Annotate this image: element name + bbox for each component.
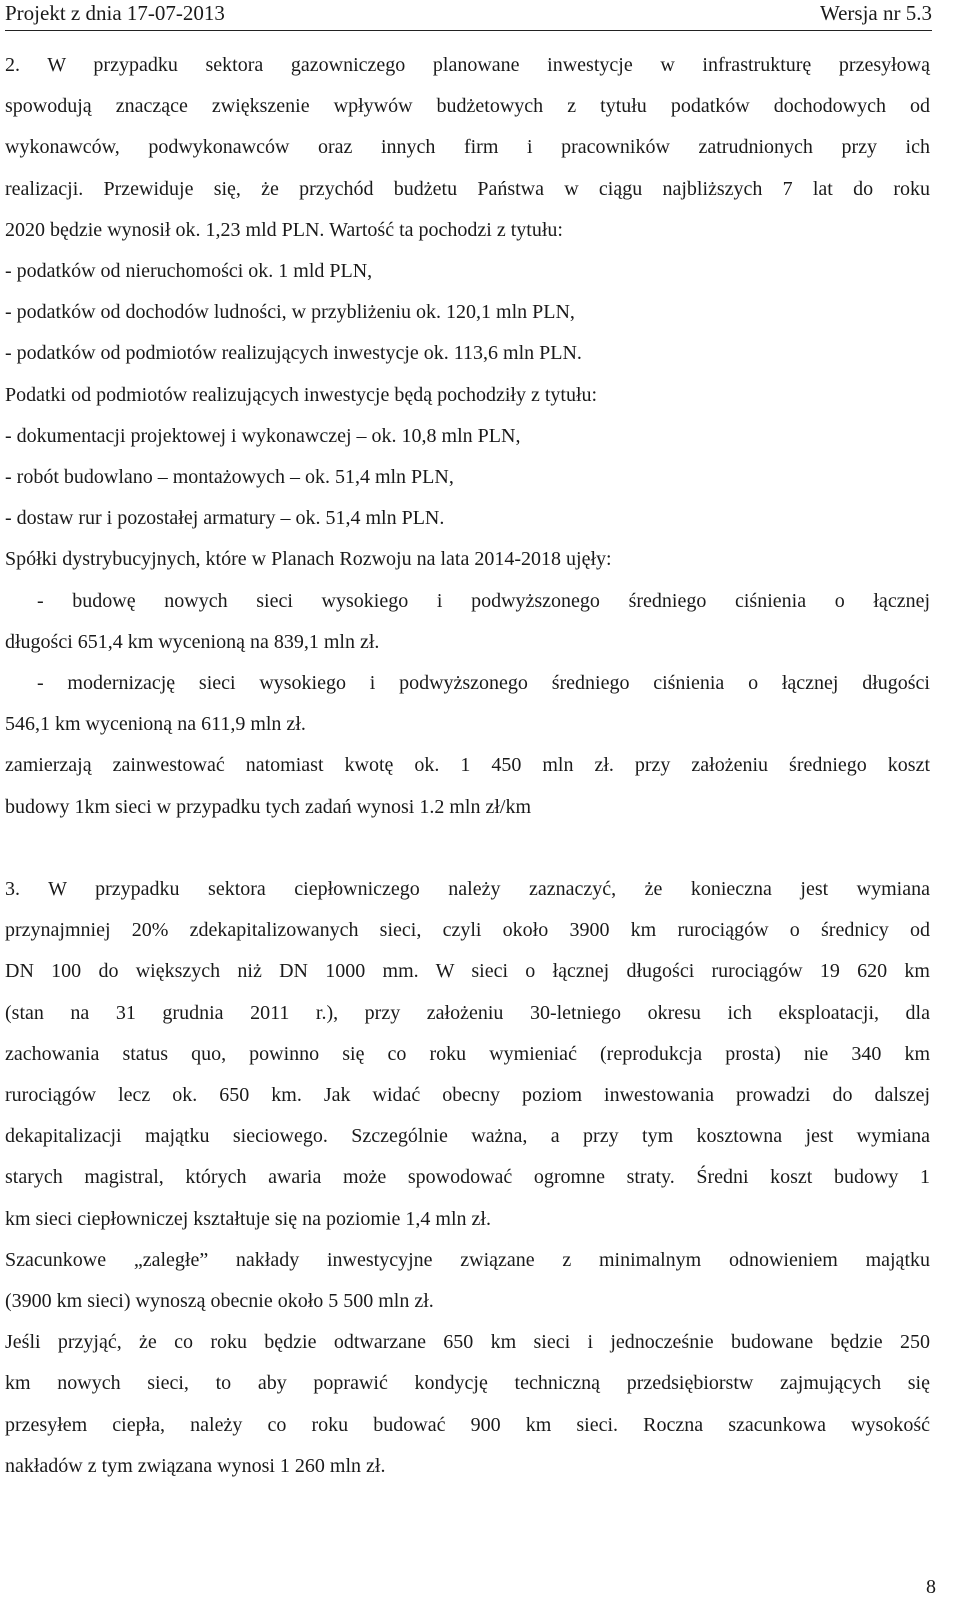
text-line: 546,1 km wycenioną na 611,9 mln zł. <box>5 713 306 736</box>
text-line: starych magistral, których awaria może spowodować ogromne straty. Średni koszt budowy 1 <box>5 1166 930 1189</box>
text-line: realizacji. Przewiduje się, że przychód budżetu Państwa w ciągu najbliższych 7 lat do roku <box>5 177 930 200</box>
text-line: km sieci ciepłowniczej kształtuje się na poziomie 1,4 mln zł. <box>5 1207 491 1230</box>
header-version: Wersja nr 5.3 <box>819 1 932 25</box>
text-line: zachowania status quo, powinno się co roku wymieniać (reprodukcja prosta) nie 340 km <box>5 1042 930 1065</box>
list-item: - robót budowlano – montażowych – ok. 51,4 mln PLN, <box>5 466 454 489</box>
text-line: Szacunkowe „zaległe” nakłady inwestycyjne związane z minimalnym odnowieniem majątku <box>5 1248 930 1271</box>
text-line: długości 651,4 km wycenioną na 839,1 mln zł. <box>5 630 380 653</box>
text-line: km nowych sieci, to aby poprawić kondycję techniczną przedsiębiorstw zajmujących się <box>5 1372 930 1395</box>
document-body <box>5 45 930 1487</box>
text-line: nakładów z tym związana wynosi 1 260 mln zł. <box>5 1454 386 1477</box>
page-header <box>5 0 932 31</box>
text-line: Podatki od podmiotów realizujących inwestycje będą pochodziły z tytułu: <box>5 383 598 406</box>
text-line: (stan na 31 grudnia 2011 r.), przy założeniu 30-letniego okresu ich eksploatacji, dla <box>5 1001 930 1024</box>
text-line: przesyłem ciepła, należy co roku budować 900 km sieci. Roczna szacunkowa wysokość <box>5 1413 930 1436</box>
text-line: 2020 będzie wynosił ok. 1,23 mld PLN. Wartość ta pochodzi z tytułu: <box>5 218 563 241</box>
text-line: zamierzają zainwestować natomiast kwotę ok. 1 450 mln zł. przy założeniu średniego koszt <box>5 754 930 777</box>
list-item: - modernizację sieci wysokiego i podwyższonego średniego ciśnienia o łącznej długości <box>37 672 930 695</box>
list-item: - podatków od dochodów ludności, w przybliżeniu ok. 120,1 mln PLN, <box>5 301 575 324</box>
text-line: budowy 1km sieci w przypadku tych zadań wynosi 1.2 mln zł/km <box>5 795 532 818</box>
list-item: - dokumentacji projektowej i wykonawczej – ok. 10,8 mln PLN, <box>5 424 521 447</box>
list-item: - dostaw rur i pozostałej armatury – ok. 51,4 mln PLN. <box>5 507 445 530</box>
text-line: Jeśli przyjąć, że co roku będzie odtwarzane 650 km sieci i jednocześnie budowane będzie 250 <box>5 1331 930 1354</box>
text-line: Spółki dystrybucyjnych, które w Planach Rozwoju na lata 2014-2018 ujęły: <box>5 548 612 571</box>
header-project-date: Projekt z dnia 17-07-2013 <box>5 1 225 25</box>
text-line: 2. W przypadku sektora gazowniczego planowane inwestycje w infrastrukturę przesyłową <box>5 54 930 76</box>
list-item: - budowę nowych sieci wysokiego i podwyższonego średniego ciśnienia o łącznej <box>37 589 930 612</box>
paragraph-gap <box>5 828 930 869</box>
page-number: 8 <box>926 1576 936 1598</box>
text-line: przynajmniej 20% zdekapitalizowanych sieci, czyli około 3900 km rurociągów o średnicy od <box>5 919 930 942</box>
text-line: 3. W przypadku sektora ciepłowniczego należy zaznaczyć, że konieczna jest wymiana <box>5 878 930 901</box>
list-item: - podatków od nieruchomości ok. 1 mld PLN, <box>5 260 373 283</box>
text-line: DN 100 do większych niż DN 1000 mm. W sieci o łącznej długości rurociągów 19 620 km <box>5 960 930 983</box>
list-item: - podatków od podmiotów realizujących inwestycje ok. 113,6 mln PLN. <box>5 342 582 365</box>
text-line: rurociągów lecz ok. 650 km. Jak widać obecny poziom inwestowania prowadzi do dalszej <box>5 1084 930 1107</box>
text-line: dekapitalizacji majątku sieciowego. Szczególnie ważna, a przy tym kosztowna jest wymiana <box>5 1125 930 1148</box>
text-line: (3900 km sieci) wynoszą obecnie około 5 500 mln zł. <box>5 1290 434 1313</box>
text-line: wykonawców, podwykonawców oraz innych firm i pracowników zatrudnionych przy ich <box>5 136 930 159</box>
text-line: spowodują znaczące zwiększenie wpływów budżetowych z tytułu podatków dochodowych od <box>5 95 930 118</box>
